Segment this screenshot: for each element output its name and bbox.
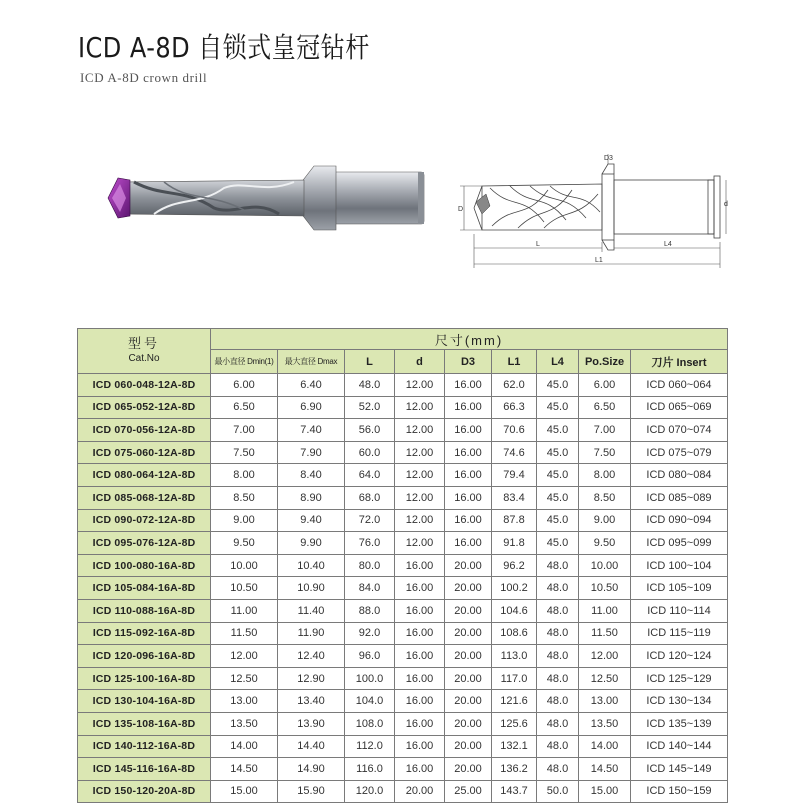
cell-cat-no: ICD 090-072-12A-8D [78,509,211,532]
table-cell: ICD 060~064 [631,374,728,397]
table-cell: 14.00 [579,735,631,758]
table-cell: 20.00 [395,780,445,803]
table-cell: ICD 105~109 [631,577,728,600]
table-cell: 6.50 [211,396,278,419]
table-cell: 45.0 [537,486,579,509]
table-cell: ICD 075~079 [631,441,728,464]
table-cell: 20.00 [445,712,492,735]
table-cell: 9.40 [278,509,345,532]
table-cell: 12.00 [395,441,445,464]
table-row [78,509,728,532]
table-cell: 112.0 [345,735,395,758]
table-cell: 16.00 [445,532,492,555]
table-cell: 12.00 [211,645,278,668]
table-cell: 20.00 [445,758,492,781]
table-cell: 16.00 [445,441,492,464]
drill-product-image [104,158,434,238]
table-cell: 16.00 [395,577,445,600]
dim-label-L: L [536,241,540,248]
table-cell: 50.0 [537,780,579,803]
cell-cat-no: ICD 100-080-16A-8D [78,554,211,577]
table-cell: 9.50 [211,532,278,555]
table-cell: 121.6 [492,690,537,713]
table-cell: 9.50 [579,532,631,555]
table-cell: 13.00 [579,690,631,713]
table-cell: 20.00 [445,667,492,690]
drill-dimension-drawing [452,150,732,275]
cell-cat-no: ICD 105-084-16A-8D [78,577,211,600]
table-cell: ICD 120~124 [631,645,728,668]
table-cell: ICD 095~099 [631,532,728,555]
table-cell: 13.40 [278,690,345,713]
dim-label-D: D [458,206,464,213]
table-cell: 117.0 [492,667,537,690]
table-cell: 16.00 [445,486,492,509]
table-row [78,577,728,600]
table-cell: ICD 110~114 [631,599,728,622]
table-cell: 14.90 [278,758,345,781]
table-row [78,645,728,668]
table-cell: 48.0 [537,622,579,645]
table-cell: 20.00 [445,735,492,758]
table-row [78,780,728,803]
table-cell: 7.50 [211,441,278,464]
table-cell: 13.50 [579,712,631,735]
table-cell: 113.0 [492,645,537,668]
table-cell: ICD 100~104 [631,554,728,577]
table-row [78,374,728,397]
table-cell: 91.8 [492,532,537,555]
header-d: d [395,350,445,374]
table-cell: 10.90 [278,577,345,600]
table-cell: 11.90 [278,622,345,645]
table-cell: 83.4 [492,486,537,509]
table-cell: 92.0 [345,622,395,645]
header-L: L [345,350,395,374]
table-row [78,758,728,781]
table-row [78,690,728,713]
table-cell: 48.0 [345,374,395,397]
header-dmax: 最大直径 Dmax [278,350,345,374]
table-row [78,554,728,577]
table-cell: ICD 140~144 [631,735,728,758]
table-cell: ICD 135~139 [631,712,728,735]
table-cell: 10.50 [579,577,631,600]
table-cell: 136.2 [492,758,537,781]
table-cell: 14.40 [278,735,345,758]
dim-label-L4: L4 [664,241,672,248]
table-cell: 11.00 [211,599,278,622]
table-cell: 6.00 [579,374,631,397]
cell-cat-no: ICD 135-108-16A-8D [78,712,211,735]
table-cell: 12.00 [395,396,445,419]
table-row [78,599,728,622]
table-cell: 8.50 [211,486,278,509]
table-cell: 84.0 [345,577,395,600]
header-model-en: Cat.No [128,353,160,364]
table-cell: 80.0 [345,554,395,577]
table-cell: 20.00 [445,622,492,645]
cell-cat-no: ICD 125-100-16A-8D [78,667,211,690]
cell-cat-no: ICD 075-060-12A-8D [78,441,211,464]
table-cell: ICD 070~074 [631,419,728,442]
table-cell: 16.00 [395,667,445,690]
table-cell: 116.0 [345,758,395,781]
dim-label-d: d [724,201,728,208]
table-cell: 13.50 [211,712,278,735]
table-cell: 16.00 [395,622,445,645]
cell-cat-no: ICD 060-048-12A-8D [78,374,211,397]
table-cell: 13.00 [211,690,278,713]
table-cell: 9.90 [278,532,345,555]
cell-cat-no: ICD 110-088-16A-8D [78,599,211,622]
table-cell: 16.00 [445,419,492,442]
table-cell: 16.00 [395,554,445,577]
table-cell: 7.00 [579,419,631,442]
table-cell: 12.50 [579,667,631,690]
cell-cat-no: ICD 085-068-12A-8D [78,486,211,509]
table-row [78,667,728,690]
table-row [78,532,728,555]
cell-cat-no: ICD 120-096-16A-8D [78,645,211,668]
table-cell: 15.00 [211,780,278,803]
table-cell: 8.40 [278,464,345,487]
table-cell: 16.00 [395,735,445,758]
table-cell: 66.3 [492,396,537,419]
table-cell: 16.00 [395,599,445,622]
header-model-cn: 型号 [127,336,160,351]
table-cell: 12.00 [395,464,445,487]
table-cell: ICD 065~069 [631,396,728,419]
header-model [78,329,211,374]
table-cell: 12.00 [579,645,631,668]
table-cell: 96.2 [492,554,537,577]
table-row [78,464,728,487]
table-cell: 48.0 [537,577,579,600]
cell-cat-no: ICD 145-116-16A-8D [78,758,211,781]
table-cell: 74.6 [492,441,537,464]
table-cell: 125.6 [492,712,537,735]
table-cell: 16.00 [395,690,445,713]
table-cell: 7.40 [278,419,345,442]
table-cell: ICD 090~094 [631,509,728,532]
table-row [78,735,728,758]
table-cell: 8.00 [211,464,278,487]
table-cell: 6.40 [278,374,345,397]
table-cell: 45.0 [537,396,579,419]
spec-table-body [78,374,728,803]
dim-label-L1: L1 [595,257,603,264]
table-row [78,712,728,735]
table-cell: 48.0 [537,667,579,690]
table-cell: 104.6 [492,599,537,622]
table-cell: 15.00 [579,780,631,803]
cell-cat-no: ICD 065-052-12A-8D [78,396,211,419]
table-cell: 8.00 [579,464,631,487]
table-cell: 12.00 [395,486,445,509]
cell-cat-no: ICD 140-112-16A-8D [78,735,211,758]
table-cell: 12.40 [278,645,345,668]
table-cell: 15.90 [278,780,345,803]
table-cell: 7.90 [278,441,345,464]
page-subtitle: ICD A-8D crown drill [80,70,208,85]
table-cell: 87.8 [492,509,537,532]
table-cell: 20.00 [445,645,492,668]
table-cell: 14.00 [211,735,278,758]
table-cell: 72.0 [345,509,395,532]
table-cell: 8.90 [278,486,345,509]
table-cell: 16.00 [445,509,492,532]
table-cell: 11.00 [579,599,631,622]
table-row [78,419,728,442]
table-cell: 70.6 [492,419,537,442]
table-cell: 6.00 [211,374,278,397]
table-cell: 143.7 [492,780,537,803]
spec-table [77,328,728,803]
table-cell: 45.0 [537,532,579,555]
table-cell: 16.00 [445,374,492,397]
table-cell: 16.00 [445,464,492,487]
table-cell: 52.0 [345,396,395,419]
table-cell: 48.0 [537,645,579,668]
header-L1: L1 [492,350,537,374]
table-cell: 104.0 [345,690,395,713]
table-cell: 48.0 [537,758,579,781]
table-cell: 68.0 [345,486,395,509]
cell-cat-no: ICD 095-076-12A-8D [78,532,211,555]
table-cell: ICD 145~149 [631,758,728,781]
table-cell: 88.0 [345,599,395,622]
table-row [78,486,728,509]
table-cell: 48.0 [537,735,579,758]
table-cell: 100.0 [345,667,395,690]
table-cell: 108.6 [492,622,537,645]
table-cell: 48.0 [537,554,579,577]
table-cell: 48.0 [537,712,579,735]
table-cell: 10.00 [579,554,631,577]
table-row [78,396,728,419]
table-cell: 20.00 [445,599,492,622]
table-cell: 132.1 [492,735,537,758]
cell-cat-no: ICD 080-064-12A-8D [78,464,211,487]
table-cell: 14.50 [211,758,278,781]
table-cell: 20.00 [445,554,492,577]
table-row [78,441,728,464]
header-D3: D3 [445,350,492,374]
table-cell: ICD 080~084 [631,464,728,487]
table-cell: 48.0 [537,690,579,713]
table-cell: 13.90 [278,712,345,735]
table-cell: 16.00 [395,758,445,781]
table-cell: 11.40 [278,599,345,622]
table-cell: 20.00 [445,577,492,600]
table-cell: 45.0 [537,374,579,397]
table-cell: 120.0 [345,780,395,803]
table-cell: 48.0 [537,599,579,622]
table-cell: 12.00 [395,419,445,442]
page-title: ICD A-8D 自锁式皇冠钻杆 [78,31,370,64]
header-size: 尺寸(mm) [211,329,728,350]
header-L4: L4 [537,350,579,374]
table-cell: 108.0 [345,712,395,735]
table-cell: 45.0 [537,441,579,464]
dim-label-D3: D3 [604,155,613,162]
table-cell: 64.0 [345,464,395,487]
table-cell: 96.0 [345,645,395,668]
table-cell: 10.50 [211,577,278,600]
table-cell: 12.00 [395,374,445,397]
table-cell: 7.00 [211,419,278,442]
table-cell: 16.00 [445,396,492,419]
table-cell: 14.50 [579,758,631,781]
table-cell: 12.00 [395,532,445,555]
table-cell: ICD 125~129 [631,667,728,690]
cell-cat-no: ICD 150-120-20A-8D [78,780,211,803]
table-cell: 76.0 [345,532,395,555]
table-cell: 9.00 [579,509,631,532]
table-cell: 16.00 [395,645,445,668]
table-cell: 11.50 [579,622,631,645]
table-cell: 60.0 [345,441,395,464]
table-cell: 8.50 [579,486,631,509]
table-cell: 45.0 [537,464,579,487]
table-cell: 9.00 [211,509,278,532]
table-cell: 12.50 [211,667,278,690]
table-cell: 100.2 [492,577,537,600]
table-cell: 62.0 [492,374,537,397]
table-cell: 79.4 [492,464,537,487]
table-cell: 6.50 [579,396,631,419]
table-cell: ICD 130~134 [631,690,728,713]
table-cell: 25.00 [445,780,492,803]
table-row [78,622,728,645]
header-insert: 刀片 Insert [631,350,728,374]
header-po-size: Po.Size [579,350,631,374]
table-cell: 56.0 [345,419,395,442]
table-cell: ICD 115~119 [631,622,728,645]
table-cell: 16.00 [395,712,445,735]
table-cell: 6.90 [278,396,345,419]
table-cell: 12.90 [278,667,345,690]
table-cell: 10.40 [278,554,345,577]
cell-cat-no: ICD 130-104-16A-8D [78,690,211,713]
cell-cat-no: ICD 070-056-12A-8D [78,419,211,442]
table-cell: 7.50 [579,441,631,464]
table-cell: ICD 150~159 [631,780,728,803]
table-cell: 11.50 [211,622,278,645]
spec-table-container [77,328,727,803]
table-cell: 12.00 [395,509,445,532]
header-dmin: 最小直径 Dmin(1) [211,350,278,374]
table-cell: 20.00 [445,690,492,713]
table-cell: 45.0 [537,509,579,532]
table-cell: 45.0 [537,419,579,442]
table-cell: ICD 085~089 [631,486,728,509]
cell-cat-no: ICD 115-092-16A-8D [78,622,211,645]
table-cell: 10.00 [211,554,278,577]
